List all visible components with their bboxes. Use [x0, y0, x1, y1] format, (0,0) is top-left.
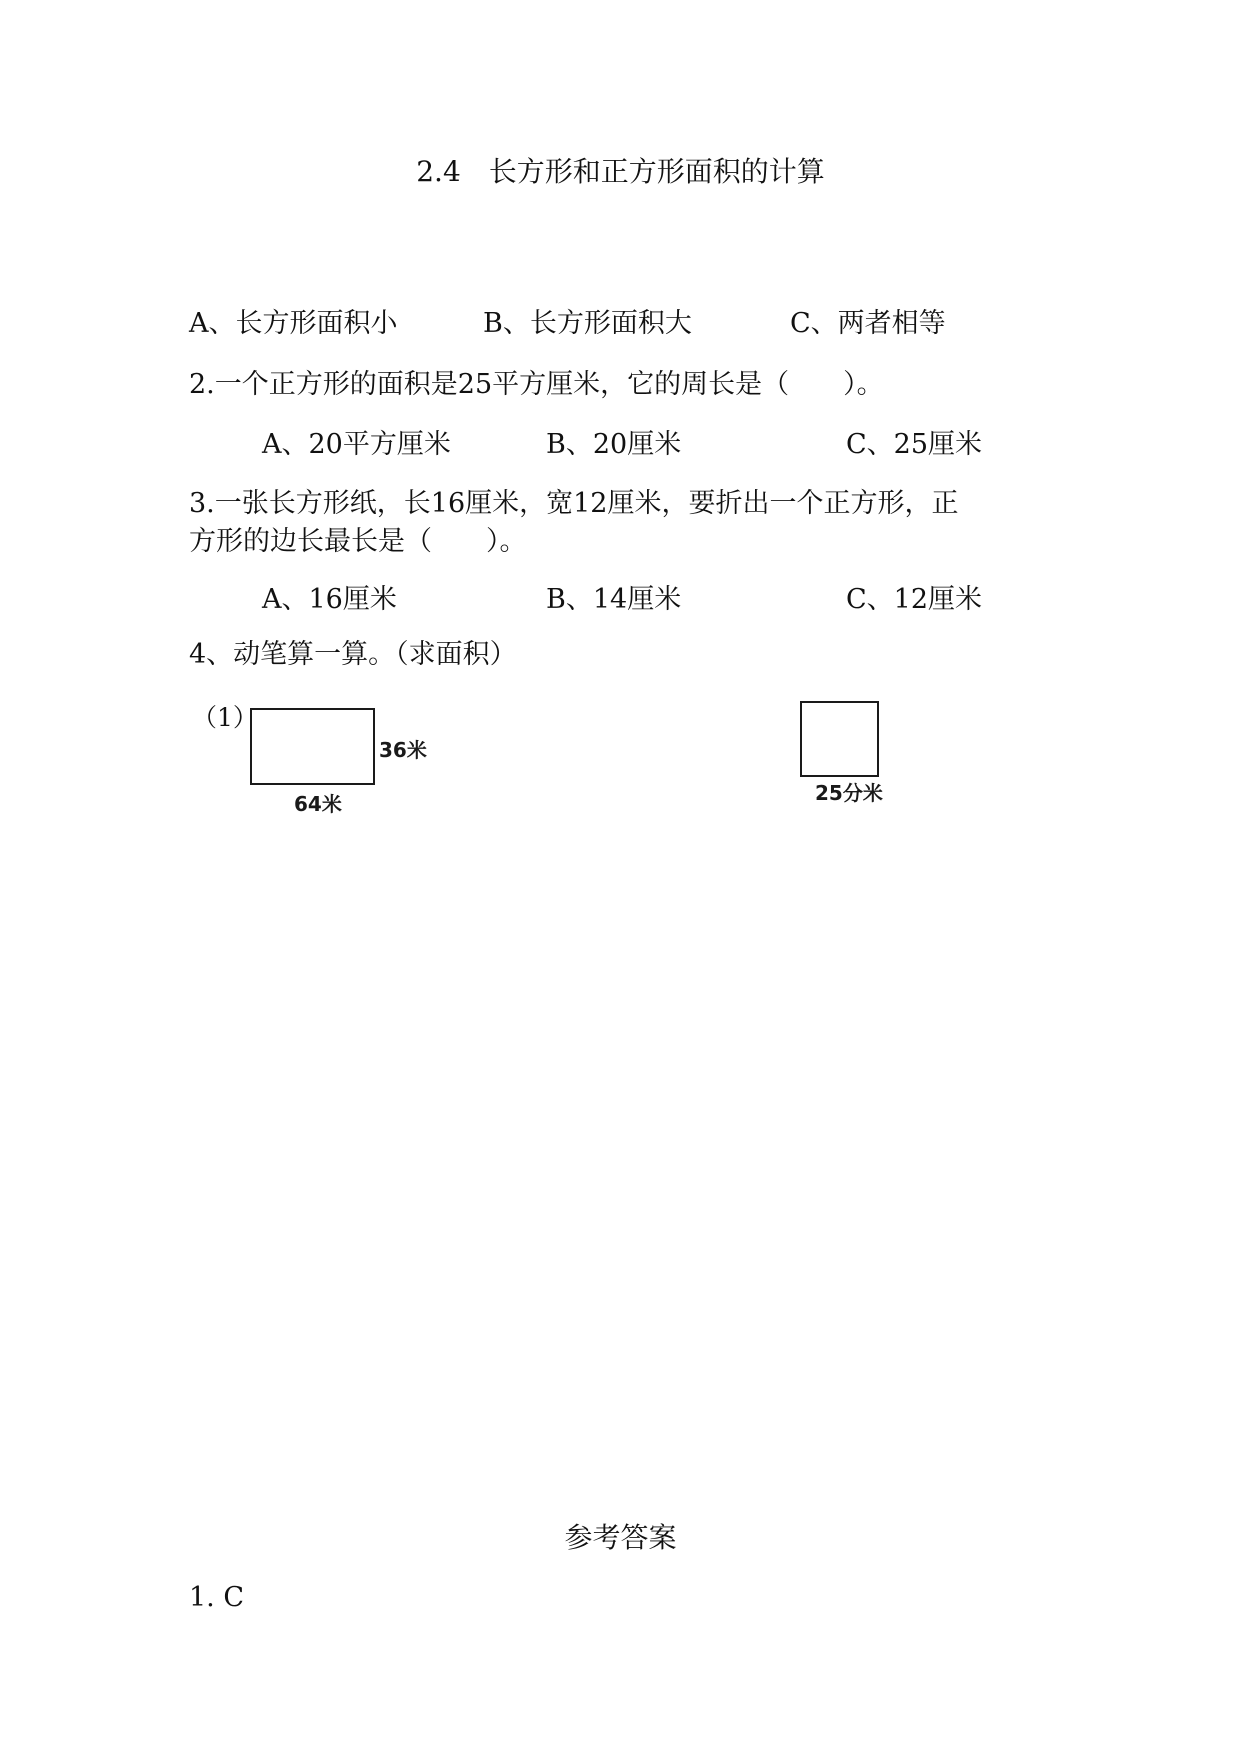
q4-stem: 4、动笔算一算。（求面积） [189, 639, 517, 670]
square-figure [800, 701, 879, 777]
q2-option-b: B、20厘米 [546, 429, 682, 460]
q4-sub-label: （1） [192, 703, 258, 732]
q2-stem: 2.一个正方形的面积是25平方厘米，它的周长是（ ）。 [189, 369, 884, 400]
rectangle-width-label: 64米 [294, 792, 342, 816]
q1-option-c: C、两者相等 [790, 308, 946, 339]
q3-option-b: B、14厘米 [546, 584, 682, 615]
answer-heading: 参考答案 [564, 1521, 677, 1554]
q3-stem-line1: 3.一张长方形纸，长16厘米，宽12厘米，要折出一个正方形，正 [189, 488, 959, 519]
page-title: 2.4 长方形和正方形面积的计算 [416, 155, 825, 188]
q1-option-a: A、长方形面积小 [189, 308, 398, 339]
answer-item-1: 1. C [189, 1582, 245, 1613]
q1-option-b: B、长方形面积大 [483, 308, 692, 339]
q2-option-a: A、20平方厘米 [262, 429, 451, 460]
q2-option-c: C、25厘米 [846, 429, 983, 460]
rectangle-height-label: 36米 [379, 738, 427, 762]
q3-option-c: C、12厘米 [846, 584, 983, 615]
q3-stem-line2: 方形的边长最长是（ ）。 [189, 526, 527, 557]
q3-option-a: A、16厘米 [262, 584, 397, 615]
square-side-label: 25分米 [815, 781, 883, 805]
rectangle-figure [250, 708, 375, 785]
